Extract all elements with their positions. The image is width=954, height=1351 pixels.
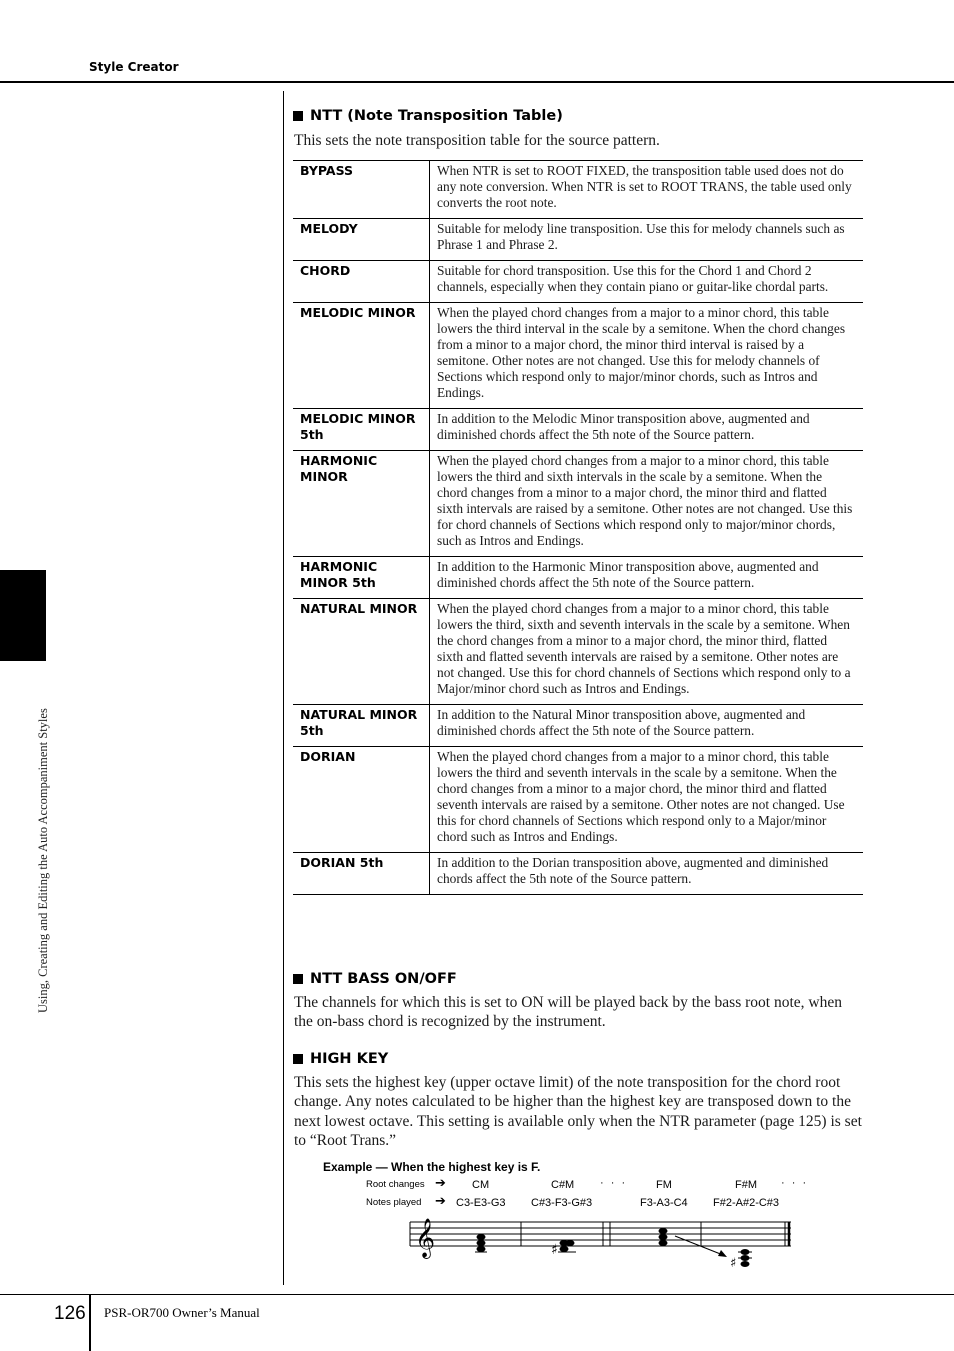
table-row (293, 261, 863, 303)
high-key-text: This sets the highest key (upper octave limit) of the note transposition for the chord root change. Any notes calculated to be higher than the highest key are transposed down to the next lowest octave. This setting is available only when the NTR parameter (page 125) is set to “Root Trans.” (294, 1074, 862, 1150)
ellipsis: · · · (781, 1177, 809, 1189)
table-row (293, 409, 863, 451)
parameter-description: When the played chord changes from a major to a minor chord, this table lowers the third and sixth intervals in the scale by a semitone. When the chord changes from a minor to a major chord, the minor third and flatted sixth intervals are raised by a semitone. Other notes are not changed. Use this for chord channels of Sections which respond only to major/minor chords, such as Intros and Endings. (430, 451, 864, 557)
table-row (293, 303, 863, 409)
ntt-table (293, 160, 863, 895)
parameter-name: HARMONIC MINOR (293, 451, 430, 557)
table-row (293, 219, 863, 261)
table-row (293, 599, 863, 705)
parameter-description: When the played chord changes from a major to a minor chord, this table lowers the third, sixth and seventh intervals in the scale by a semitone. When the chord changes from a minor to a major chord, the minor third, flatted sixth and flatted seventh intervals are raised by a semitone. Other notes are not changed. Use this for chord channels of Sections which respond only to a Major/minor chord such as Intros and Endings. (430, 599, 864, 705)
high-key-heading-text: HIGH KEY (310, 1051, 389, 1067)
table-row (293, 747, 863, 853)
ntt-bass-text: The channels for which this is set to ON will be played back by the bass root note, when the on-bass chord is recognized by the instrument. (294, 994, 842, 1031)
parameter-name: HARMONIC MINOR 5th (293, 557, 430, 599)
ntt-bass-heading-text: NTT BASS ON/OFF (310, 971, 457, 987)
parameter-description: In addition to the Dorian transposition above, augmented and diminished chords affect the 5th note of the Source pattern. (430, 853, 864, 895)
table-row (293, 705, 863, 747)
parameter-description: In addition to the Harmonic Minor transposition above, augmented and diminished chords affect the 5th note of the Source pattern. (430, 557, 864, 599)
ellipsis: · · · (600, 1177, 628, 1189)
ntt-heading-text: NTT (Note Transposition Table) (310, 108, 563, 124)
square-bullet-icon (293, 1054, 303, 1064)
square-bullet-icon (293, 111, 303, 121)
header-rule (0, 81, 954, 83)
table-row (293, 557, 863, 599)
parameter-description: When the played chord changes from a major to a minor chord, this table lowers the third and seventh intervals in the scale by a semitone. When the chord changes from a minor to a major chord, the minor third and flatted seventh intervals are raised by a semitone. Other notes are not changed. Use this for chord channels of Sections which respond only to a Major/minor chord such as Intros and Endings. (430, 747, 864, 853)
parameter-description: Suitable for melody line transposition. Use this for melody channels such as Phrase 1 and Phrase 2. (430, 219, 864, 261)
footer-divider (89, 1294, 91, 1351)
square-bullet-icon (293, 974, 303, 984)
chord-label: F#M (735, 1179, 757, 1191)
high-key-heading (293, 1051, 388, 1067)
svg-text:𝄞: 𝄞 (415, 1218, 436, 1258)
table-row (293, 853, 863, 895)
notes-label: C#3-F3-G#3 (531, 1197, 593, 1209)
example-title: Example — When the highest key is F. (323, 1160, 541, 1174)
right-arrow-icon: ➔ (435, 1176, 446, 1191)
parameter-description: In addition to the Natural Minor transposition above, augmented and diminished chords affect the 5th note of the Source pattern. (430, 705, 864, 747)
parameter-name: DORIAN (293, 747, 430, 853)
notes-label: C3-E3-G3 (456, 1197, 506, 1209)
parameter-description: When NTR is set to ROOT FIXED, the transposition table used does not do any note conversion. When NTR is set to ROOT TRANS, the table used only converts the root note. (430, 161, 864, 219)
ntt-intro: This sets the note transposition table for the source pattern. (294, 132, 660, 149)
notes-label: F3-A3-C4 (640, 1197, 688, 1209)
parameter-description: Suitable for chord transposition. Use this for the Chord 1 and Chord 2 channels, especially when they contain piano or guitar-like chordal parts. (430, 261, 864, 303)
chord-label: C#M (551, 1179, 575, 1191)
svg-text:♯: ♯ (730, 1256, 737, 1271)
ntt-bass-heading (293, 971, 457, 987)
parameter-name: NATURAL MINOR (293, 599, 430, 705)
chord-label: FM (656, 1179, 672, 1191)
manual-title: PSR-OR700 Owner’s Manual (104, 1305, 260, 1320)
parameter-description: When the played chord changes from a major to a minor chord, this table lowers the third interval in the scale by a semitone. When the chord changes from a minor to a major chord, the minor third interval is raised by a semitone. Other notes are not changed. Use this for melody channels of Sections which respond only to major/minor chords, such as Intros and Endings. (430, 303, 864, 409)
ntt-heading (293, 108, 563, 124)
parameter-name: DORIAN 5th (293, 853, 430, 895)
notes-label: F#2-A#2-C#3 (713, 1197, 780, 1209)
column-divider (283, 91, 284, 1285)
right-arrow-icon: ➔ (435, 1194, 446, 1209)
chord-label: CM (472, 1179, 490, 1191)
parameter-name: BYPASS (293, 161, 430, 219)
parameter-name: MELODY (293, 219, 430, 261)
parameter-description: In addition to the Melodic Minor transposition above, augmented and diminished chords affect the 5th note of the Source pattern. (430, 409, 864, 451)
footer-rule (0, 1294, 954, 1295)
parameter-name: NATURAL MINOR 5th (293, 705, 430, 747)
page-number: 126 (54, 1303, 86, 1324)
music-staff (405, 1212, 800, 1272)
chapter-tab-label: Using, Creating and Editing the Auto Accompaniment Styles (36, 708, 50, 1013)
parameter-name: CHORD (293, 261, 430, 303)
notes-played-label: Notes played (366, 1197, 422, 1208)
parameter-name: MELODIC MINOR (293, 303, 430, 409)
root-changes-label: Root changes (366, 1179, 425, 1190)
parameter-name: MELODIC MINOR 5th (293, 409, 430, 451)
svg-text:♯: ♯ (551, 1242, 558, 1258)
table-row (293, 451, 863, 557)
running-header: Style Creator (89, 60, 179, 74)
chapter-tab (0, 570, 46, 661)
table-row (293, 161, 863, 219)
